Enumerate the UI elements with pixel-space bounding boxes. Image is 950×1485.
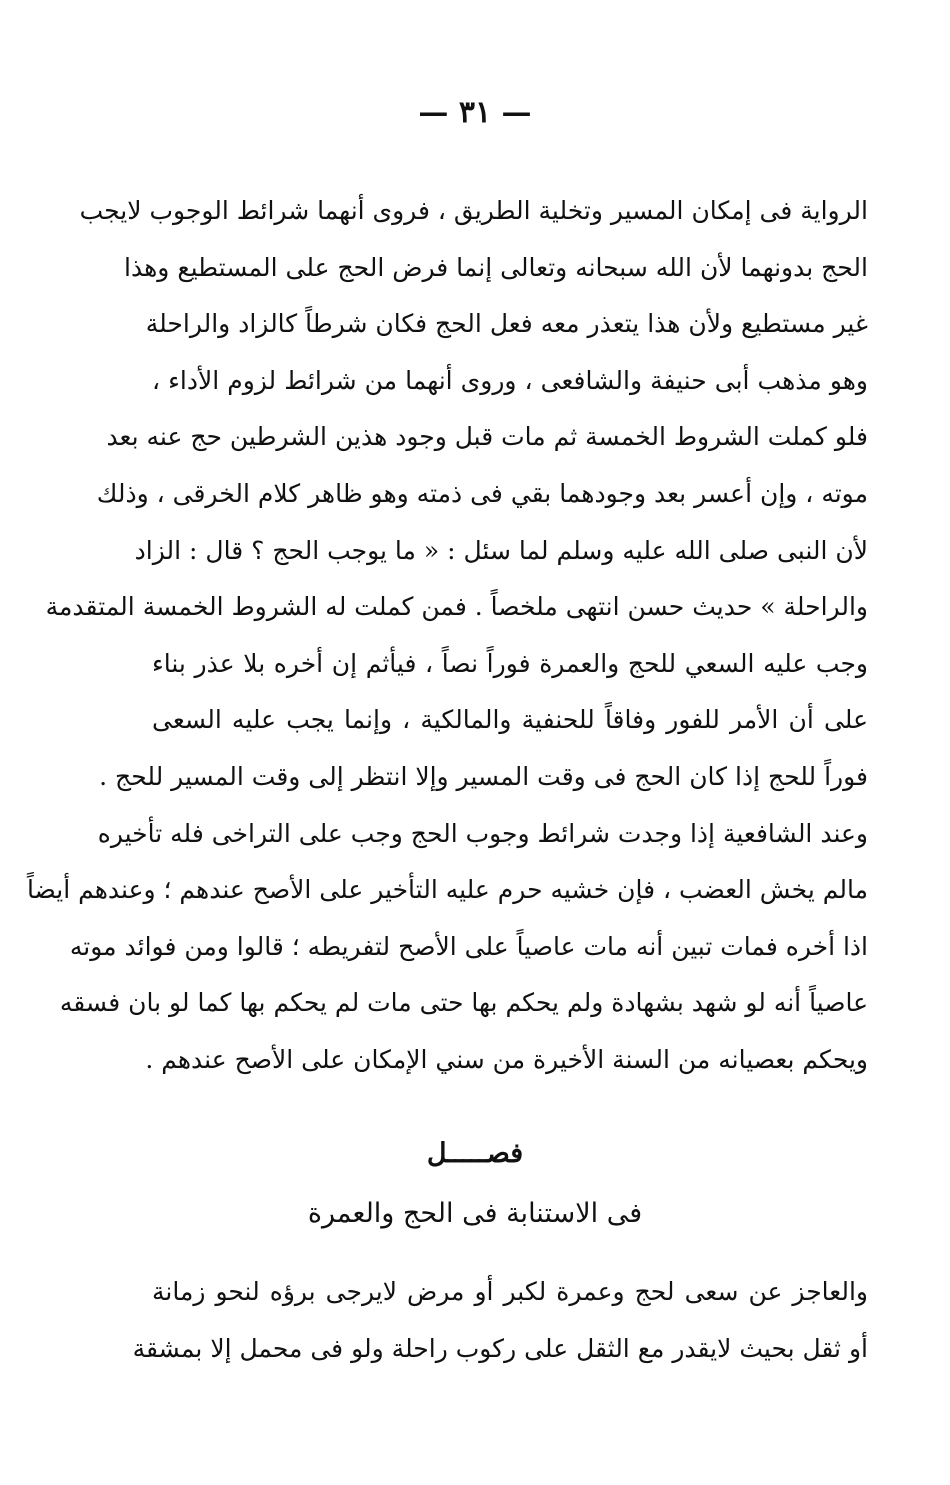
- main-paragraph: [26, 183, 868, 1089]
- section-paragraph: [132, 1264, 868, 1377]
- text-line: ويحكم بعصيانه من السنة الأخيرة من سني الإمكان على الأصح عندهم .: [145, 1044, 868, 1074]
- page-number: — ٣١ —: [418, 95, 532, 130]
- section-subtitle: فى الاستنابة فى الحج والعمرة: [307, 1198, 643, 1229]
- text-line: موته ، وإن أعسر بعد وجودهما بقي فى ذمته وهو ظاهر كلام الخرقى ، وذلك: [96, 478, 868, 508]
- text-line: فوراً للحج إذا كان الحج فى وقت المسير وإلا انتظر إلى وقت المسير للحج .: [99, 761, 868, 791]
- text-line: وعند الشافعية إذا وجدت شرائط وجوب الحج وجب على التراخى فله تأخيره: [97, 818, 868, 848]
- text-line: اذا أخره فمات تبين أنه مات عاصياً على الأصح لتفريطه ؛ قالوا ومن فوائد موته: [69, 931, 868, 961]
- section-heading: فصـــــل: [426, 1138, 524, 1169]
- text-line: فلو كملت الشروط الخمسة ثم مات قبل وجود هذين الشرطين حج عنه بعد: [106, 422, 868, 452]
- text-line: عاصياً أنه لو شهد بشهادة ولم يحكم بها حتى مات لم يحكم بها كما لو بان فسقه: [59, 988, 868, 1018]
- text-line: وهو مذهب أبى حنيفة والشافعى ، وروى أنهما من شرائط لزوم الأداء ،: [152, 365, 868, 395]
- text-line: وجب عليه السعي للحج والعمرة فوراً نصاً ، فيأثم إن أخره بلا عذر بناء: [152, 648, 868, 678]
- text-line: الرواية فى إمكان المسير وتخلية الطريق ، فروى أنهما شرائط الوجوب لايجب: [79, 196, 868, 225]
- text-line: أو ثقل بحيث لايقدر مع الثقل على ركوب راحلة ولو فى محمل إلا بمشقة: [132, 1333, 868, 1363]
- text-line: الحج بدونهما لأن الله سبحانه وتعالى إنما فرض الحج على المستطيع وهذا: [124, 252, 868, 282]
- text-line: على أن الأمر للفور وفاقاً للحنفية والمالكية ، وإنما يجب عليه السعى: [152, 705, 868, 735]
- text-line: والعاجز عن سعى لحج وعمرة لكبر أو مرض لايرجى برؤه لنحو زمانة: [152, 1277, 868, 1306]
- text-line: والراحلة » حديث حسن انتهى ملخصاً . فمن كملت له الشروط الخمسة المتقدمة: [45, 592, 868, 622]
- text-line: مالم يخش العضب ، فإن خشيه حرم عليه التأخير على الأصح عندهم ؛ وعندهم أيضاً: [26, 875, 868, 905]
- text-line: غير مستطيع ولأن هذا يتعذر معه فعل الحج فكان شرطاً كالزاد والراحلة: [145, 309, 868, 339]
- text-line: لأن النبى صلى الله عليه وسلم لما سئل : « ما يوجب الحج ؟ قال : الزاد: [134, 535, 868, 565]
